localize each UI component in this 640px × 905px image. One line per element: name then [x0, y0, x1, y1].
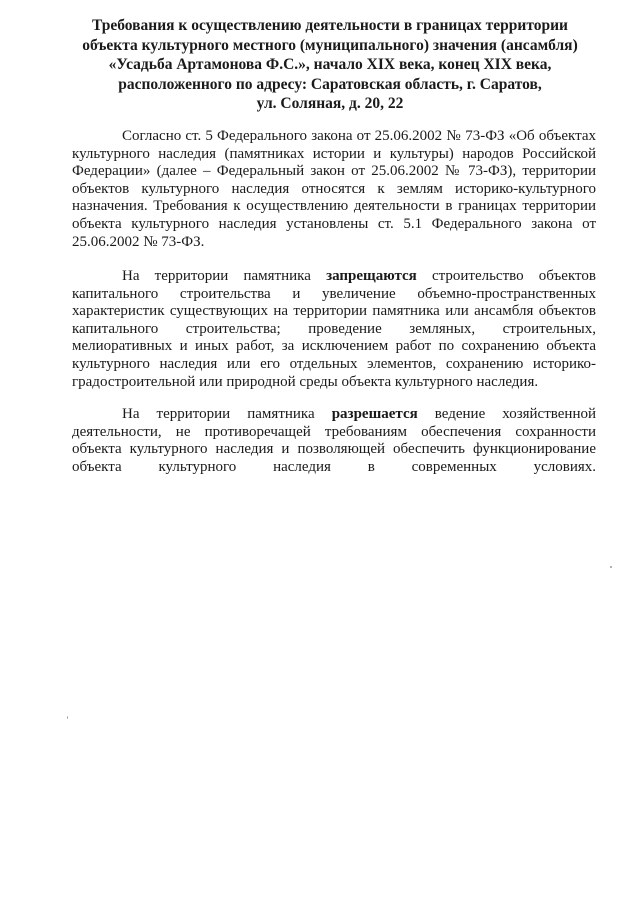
paragraph-line: культурного наследия или его отдельных элементов, сохранению историко- — [72, 355, 596, 372]
line-text: строительство объектов — [416, 268, 596, 284]
title-line: расположенного по адресу: Саратовская область, г. Саратов, — [118, 75, 542, 93]
paragraph-line — [72, 268, 596, 286]
paragraph-line: объекта культурного наследия в современных условиях. — [72, 458, 596, 475]
title-line: ул. Соляная, д. 20, 22 — [256, 95, 404, 112]
paragraph-line: капитального строительства и увеличение объемно-пространственных — [72, 285, 596, 302]
paragraph-permissions — [72, 406, 596, 476]
paragraph-prohibitions — [72, 268, 596, 391]
paragraph-line: мелиоративных и иных работ, за исключением работ по сохранению объекта — [72, 338, 596, 355]
scan-speck — [610, 566, 612, 568]
scan-speck — [67, 716, 68, 719]
paragraph-line: Федерации» (далее – Федеральный закон от 25.06.2002 № 73-ФЗ), территории — [72, 163, 596, 180]
paragraph-line — [72, 406, 596, 424]
permitted-keyword: разрешается — [331, 406, 418, 422]
line-text: На территории памятника — [122, 268, 327, 284]
paragraph-line: 25.06.2002 № 73-ФЗ. — [72, 233, 205, 250]
title-line: «Усадьба Артамонова Ф.С.», начало XIX века, конец XIX века, — [108, 56, 552, 73]
paragraph-line: Согласно ст. 5 Федерального закона от 25.06.2002 № 73-ФЗ «Об объектах — [122, 128, 596, 144]
paragraph-line: объекта культурного наследия установлены ст. 5.1 Федерального закона от — [72, 215, 596, 232]
paragraph-line: объекта культурного наследия и позволяющей обеспечить функционирование — [72, 441, 596, 458]
title-line: объекта культурного местного (муниципального) значения (ансамбля) — [82, 36, 578, 54]
title-line: Требования к осуществлению деятельности в границах территории — [92, 17, 568, 34]
paragraph-line: культурного наследия (памятниках истории и культуры) народов Российской — [72, 145, 596, 162]
paragraph-line: деятельности, не противоречащей требованиям обеспечения сохранности — [72, 423, 596, 440]
prohibited-keyword: запрещаются — [326, 268, 417, 284]
document-title — [60, 16, 600, 114]
line-text: ведение хозяйственной — [417, 406, 596, 422]
paragraph-line: градостроительной или природной среды объекта культурного наследия. — [72, 373, 539, 390]
paragraph-line: объектов культурного наследия относятся к землям историко-культурного — [72, 180, 596, 197]
paragraph-line: капитального строительства; проведение земляных, строительных, — [72, 320, 596, 337]
paragraph-line: характеристик существующих на территории памятника или ансамбля объектов — [72, 303, 596, 320]
paragraph-line: назначения. Требования к осуществлению деятельности в границах территории — [72, 198, 596, 215]
line-text: На территории памятника — [122, 406, 332, 422]
paragraph-legal-basis — [72, 128, 596, 251]
